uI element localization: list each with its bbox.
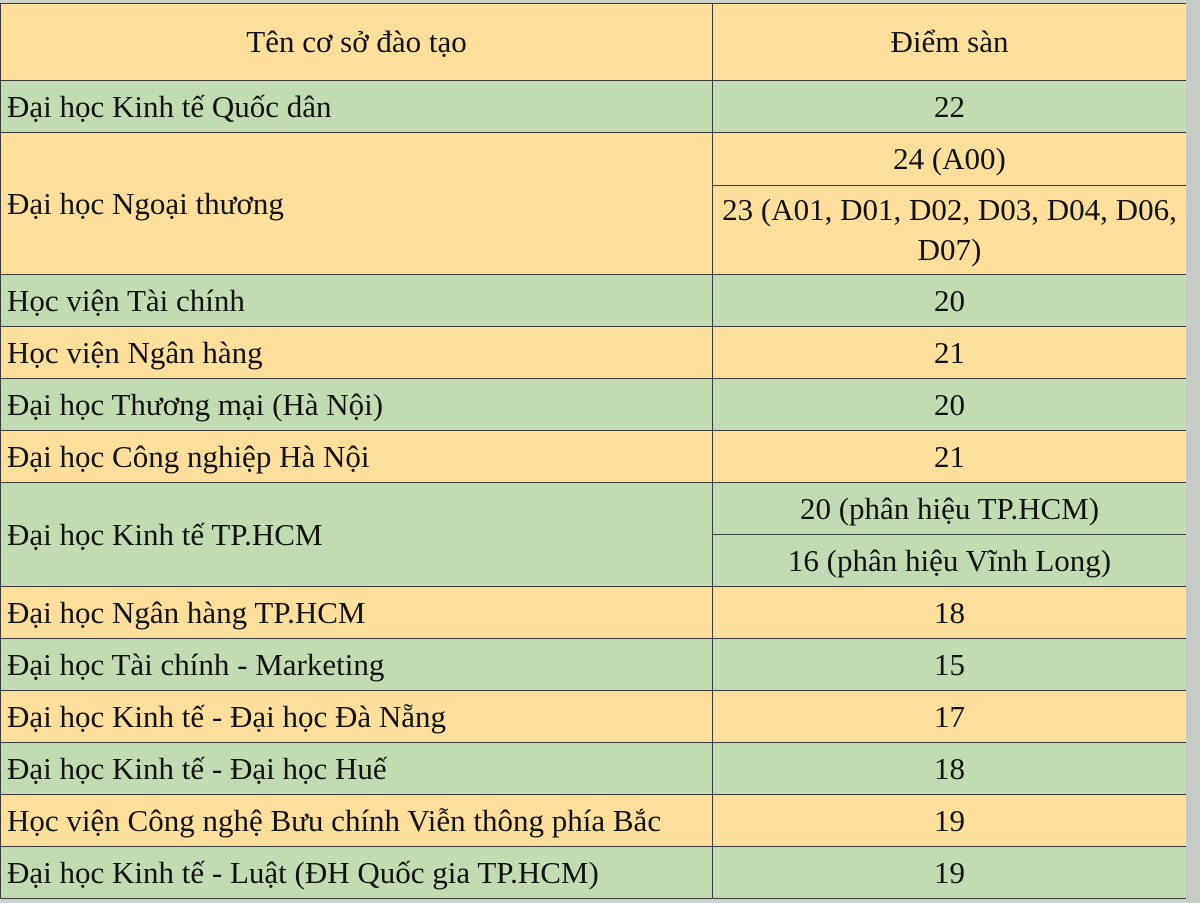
table-row <box>1 691 1187 743</box>
header-institution-name[interactable]: Tên cơ sở đào tạo <box>1 4 713 81</box>
institution-name-cell[interactable]: Đại học Kinh tế - Đại học Huế <box>1 743 713 795</box>
floor-score-cell[interactable]: 21 <box>713 327 1187 379</box>
institution-name-cell[interactable]: Đại học Ngân hàng TP.HCM <box>1 587 713 639</box>
institution-name-cell[interactable]: Đại học Thương mại (Hà Nội) <box>1 379 713 431</box>
institution-name-cell[interactable]: Đại học Kinh tế - Đại học Đà Nẵng <box>1 691 713 743</box>
institution-name-cell[interactable]: Đại học Ngoại thương <box>1 133 713 275</box>
floor-score-cell[interactable]: 16 (phân hiệu Vĩnh Long) <box>713 535 1187 587</box>
table-row <box>1 133 1187 186</box>
institution-name-cell[interactable]: Đại học Kinh tế - Luật (ĐH Quốc gia TP.HCM) <box>1 847 713 899</box>
floor-score-cell[interactable]: 21 <box>713 431 1187 483</box>
floor-score-cell[interactable]: 19 <box>713 847 1187 899</box>
institution-name-cell[interactable]: Đại học Tài chính - Marketing <box>1 639 713 691</box>
institution-name-cell[interactable]: Học viện Công nghệ Bưu chính Viễn thông phía Bắc <box>1 795 713 847</box>
floor-score-cell[interactable]: 19 <box>713 795 1187 847</box>
floor-score-cell[interactable]: 20 (phân hiệu TP.HCM) <box>713 483 1187 535</box>
sheet-right-margin <box>1186 0 1200 903</box>
institution-name-cell[interactable]: Học viện Tài chính <box>1 275 713 327</box>
floor-score-cell[interactable]: 22 <box>713 81 1187 133</box>
table-row <box>1 327 1187 379</box>
floor-score-cell[interactable]: 20 <box>713 379 1187 431</box>
table-row <box>1 743 1187 795</box>
table-row <box>1 275 1187 327</box>
floor-score-cell[interactable]: 17 <box>713 691 1187 743</box>
floor-score-cell[interactable]: 15 <box>713 639 1187 691</box>
floor-score-cell[interactable]: 23 (A01, D01, D02, D03, D04, D06, D07) <box>713 186 1187 275</box>
institution-name-cell[interactable]: Đại học Công nghiệp Hà Nội <box>1 431 713 483</box>
table-row <box>1 847 1187 899</box>
table-row <box>1 795 1187 847</box>
table-row <box>1 483 1187 535</box>
table-row <box>1 379 1187 431</box>
header-row <box>1 4 1187 81</box>
institution-name-cell[interactable]: Học viện Ngân hàng <box>1 327 713 379</box>
institution-name-cell[interactable]: Đại học Kinh tế TP.HCM <box>1 483 713 587</box>
institution-name-cell[interactable]: Đại học Kinh tế Quốc dân <box>1 81 713 133</box>
table-row <box>1 81 1187 133</box>
floor-score-cell[interactable]: 18 <box>713 587 1187 639</box>
floor-score-cell[interactable]: 18 <box>713 743 1187 795</box>
floor-score-cell[interactable]: 24 (A00) <box>713 133 1187 186</box>
table-row <box>1 639 1187 691</box>
table-row <box>1 587 1187 639</box>
header-floor-score[interactable]: Điểm sàn <box>713 4 1187 81</box>
table-row <box>1 431 1187 483</box>
floor-score-cell[interactable]: 20 <box>713 275 1187 327</box>
score-table <box>0 3 1187 899</box>
